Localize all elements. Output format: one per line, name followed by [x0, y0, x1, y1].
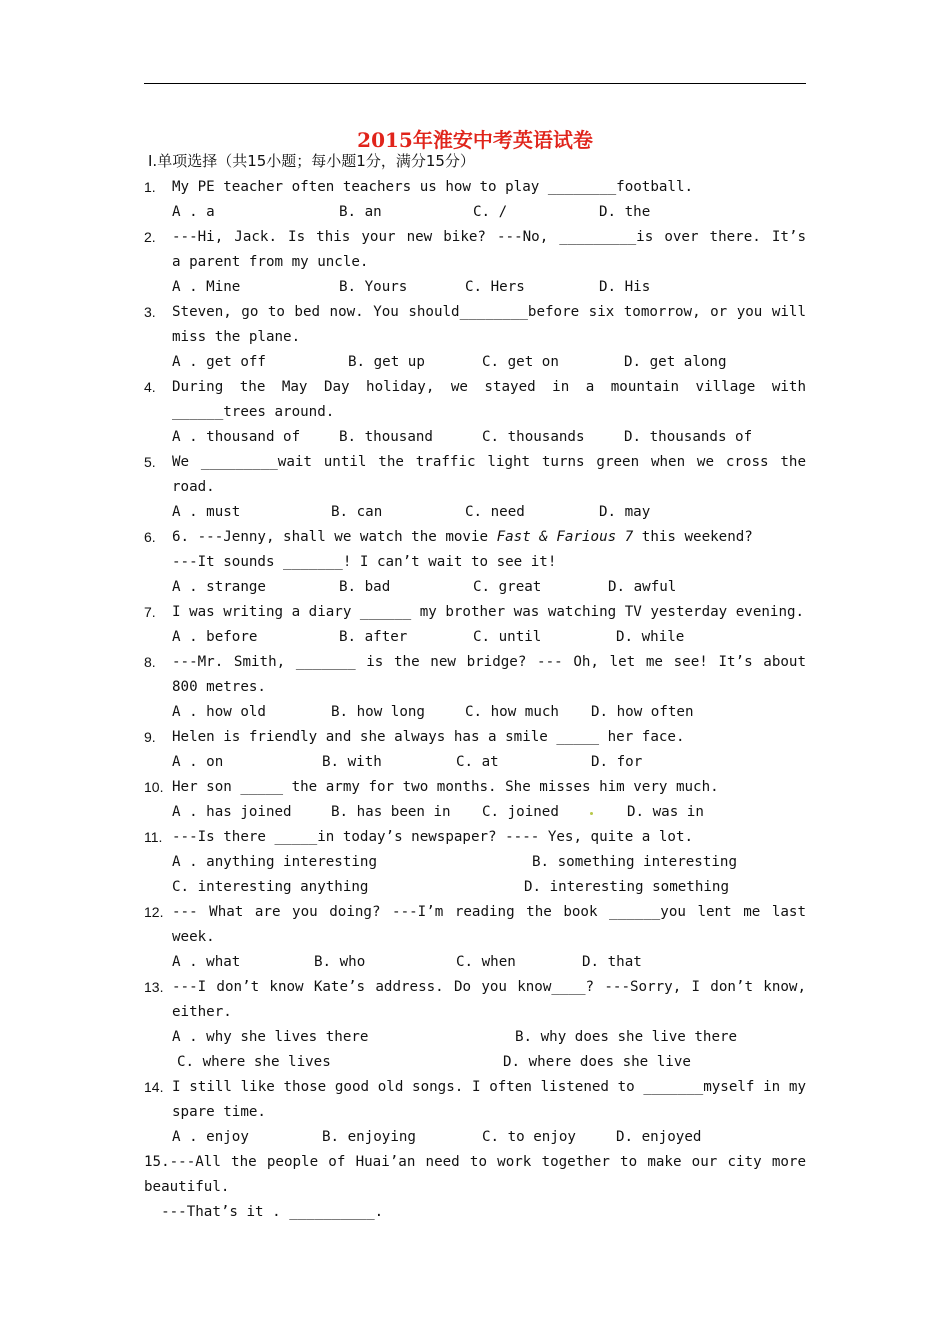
option-c[interactable]: C. / [473, 204, 508, 220]
option-b[interactable]: B. after [339, 629, 408, 645]
option-b[interactable]: B. has been in [331, 804, 451, 820]
option-d[interactable]: D. His [599, 279, 651, 295]
question-11 [144, 825, 806, 850]
question-text: My PE teacher often teachers us how to play ________football. [172, 179, 694, 195]
option-c[interactable]: C. need [465, 504, 525, 520]
question-text: ---Hi, Jack. Is this your new bike? ---No, _________is over there. It’s [172, 229, 806, 245]
option-c[interactable]: C. interesting anything [172, 879, 369, 895]
option-c[interactable]: C. at [456, 754, 499, 770]
question-number: 12. [144, 904, 164, 920]
question-number: 14. [144, 1079, 164, 1095]
question-text-continued [144, 1175, 806, 1200]
question-3 [144, 300, 806, 325]
question-text: a parent from my uncle. [172, 254, 369, 270]
question-text: Steven, go to bed now. You should________before six tomorrow, or you will [172, 304, 806, 320]
options-row [144, 575, 806, 600]
option-a[interactable]: A . on [172, 754, 224, 770]
option-b[interactable]: B. an [339, 204, 382, 220]
option-b[interactable]: B. enjoying [322, 1129, 416, 1145]
option-a[interactable]: A . enjoy [172, 1129, 249, 1145]
option-a[interactable]: A . has joined [172, 804, 292, 820]
question-text: We _________wait until the traffic light turns green when we cross the [172, 454, 806, 470]
question-text: During the May Day holiday, we stayed in a mountain village with [172, 379, 806, 395]
question-text: I was writing a diary ______ my brother was watching TV yesterday evening. [172, 604, 805, 620]
page-title: 2015年淮安中考英语试卷 [357, 128, 593, 152]
option-b[interactable]: B. thousand [339, 429, 433, 445]
question-text-continued [144, 400, 806, 425]
question-15 [144, 1150, 806, 1175]
options-row [144, 625, 806, 650]
option-c[interactable]: C. to enjoy [482, 1129, 576, 1145]
question-list [144, 175, 806, 1225]
question-number: 15. [144, 1154, 170, 1170]
question-number: 11. [144, 829, 163, 845]
question-text-continued [144, 550, 806, 575]
option-d[interactable]: D. interesting something [524, 879, 729, 895]
question-number: 6. [144, 529, 156, 545]
option-a[interactable]: A . anything interesting [172, 854, 377, 870]
question-text-continued [144, 1200, 806, 1225]
question-text: road. [172, 479, 215, 495]
question-text: I still like those good old songs. I often listened to _______myself in my [172, 1079, 806, 1095]
question-text: ---It sounds _______! I can’t wait to see it! [172, 554, 557, 570]
question-text-body: ---All the people of Huai’an need to work together to make our city more [169, 1154, 806, 1170]
option-c[interactable]: C. thousands [482, 429, 585, 445]
stray-mark [590, 812, 593, 815]
options-row [144, 1050, 806, 1075]
option-a[interactable]: A . must [172, 504, 241, 520]
question-number: 4. [144, 379, 156, 395]
question-6 [144, 525, 806, 550]
section-heading: Ⅰ.单项选择（共15小题；每小题1分，满分15分） [148, 152, 475, 170]
question-13 [144, 975, 806, 1000]
question-text: miss the plane. [172, 329, 301, 345]
option-c[interactable]: C. joined [482, 804, 559, 820]
option-a[interactable]: A . before [172, 629, 258, 645]
question-text: ---I don’t know Kate’s address. Do you know____? ---Sorry, I don’t know, [172, 979, 806, 995]
option-a[interactable]: A . what [172, 954, 241, 970]
question-number: 1. [144, 179, 156, 195]
options-row [144, 700, 806, 725]
question-1 [144, 175, 806, 200]
question-text-continued [144, 250, 806, 275]
option-d[interactable]: D. get along [624, 354, 727, 370]
option-d[interactable]: D. where does she live [503, 1054, 691, 1070]
options-row [144, 425, 806, 450]
question-text: ---Mr. Smith, _______ is the new bridge? --- Oh, let me see! It’s about [172, 654, 806, 670]
options-row [144, 800, 806, 825]
option-c[interactable]: C. Hers [465, 279, 525, 295]
question-number: 8. [144, 654, 156, 670]
option-b[interactable]: B. something interesting [532, 854, 737, 870]
question-9 [144, 725, 806, 750]
options-row [144, 1125, 806, 1150]
question-text: week. [172, 929, 215, 945]
option-b[interactable]: B. can [331, 504, 383, 520]
option-c[interactable]: C. until [473, 629, 542, 645]
options-row [144, 1025, 806, 1050]
movie-title: Fast & Farious 7 [496, 529, 634, 545]
question-text: --- What are you doing? ---I’m reading the book ______you lent me last [172, 904, 806, 920]
option-d[interactable]: D. how often [591, 704, 694, 720]
option-c[interactable]: C. where she lives [177, 1054, 331, 1070]
option-a[interactable]: A . get off [172, 354, 266, 370]
question-number: 3. [144, 304, 156, 320]
question-text-continued [144, 1100, 806, 1125]
question-7 [144, 600, 806, 625]
question-number: 7. [144, 604, 156, 620]
question-text-start: 6. ---Jenny, shall we watch the movie [172, 529, 497, 545]
question-text: 800 metres. [172, 679, 266, 695]
question-text-continued [144, 925, 806, 950]
option-a[interactable]: A . thousand of [172, 429, 301, 445]
question-text: spare time. [172, 1104, 266, 1120]
question-12 [144, 900, 806, 925]
question-text [172, 525, 806, 550]
question-text: Helen is friendly and she always has a smile _____ her face. [172, 729, 685, 745]
options-row [144, 850, 806, 875]
option-c[interactable]: C. when [456, 954, 516, 970]
option-c[interactable]: C. great [473, 579, 542, 595]
option-b[interactable]: B. how long [331, 704, 425, 720]
option-d[interactable]: D. while [616, 629, 685, 645]
options-row [144, 275, 806, 300]
option-a[interactable]: A . Mine [172, 279, 241, 295]
question-text: beautiful. [144, 1179, 230, 1195]
option-d[interactable]: D. may [599, 504, 651, 520]
question-10 [144, 775, 806, 800]
question-text: ______trees around. [172, 404, 335, 420]
option-d[interactable]: D. for [591, 754, 643, 770]
option-d[interactable]: D. that [582, 954, 642, 970]
question-2 [144, 225, 806, 250]
question-number: 10. [144, 779, 164, 795]
option-b[interactable]: B. bad [339, 579, 391, 595]
option-b[interactable]: B. Yours [339, 279, 408, 295]
option-b[interactable]: B. get up [348, 354, 425, 370]
question-number: 2. [144, 229, 156, 245]
question-text: ---That’s it . __________. [144, 1204, 384, 1220]
question-text-continued [144, 675, 806, 700]
question-8 [144, 650, 806, 675]
question-text: ---Is there _____in today’s newspaper? ---- Yes, quite a lot. [172, 829, 694, 845]
question-text [144, 1150, 806, 1175]
header-rule [144, 83, 806, 84]
question-5 [144, 450, 806, 475]
option-d[interactable]: D. the [599, 204, 651, 220]
question-14 [144, 1075, 806, 1100]
question-number: 9. [144, 729, 156, 745]
options-row [144, 950, 806, 975]
question-text-continued [144, 325, 806, 350]
option-d[interactable]: D. thousands of [624, 429, 753, 445]
options-row [144, 200, 806, 225]
question-number: 5. [144, 454, 156, 470]
option-c[interactable]: C. how much [465, 704, 559, 720]
option-d[interactable]: D. was in [627, 804, 704, 820]
options-row [144, 500, 806, 525]
question-text-continued [144, 1000, 806, 1025]
option-a[interactable]: A . a [172, 204, 215, 220]
question-text: either. [172, 1004, 232, 1020]
question-number: 13. [144, 979, 164, 995]
question-text: Her son _____ the army for two months. She misses him very much. [172, 779, 719, 795]
options-row [144, 750, 806, 775]
question-text-end: this weekend? [633, 529, 753, 545]
option-a[interactable]: A . how old [172, 704, 266, 720]
option-b[interactable]: B. who [314, 954, 366, 970]
options-row [144, 350, 806, 375]
option-d[interactable]: D. awful [608, 579, 677, 595]
options-row [144, 875, 806, 900]
option-a[interactable]: A . why she lives there [172, 1029, 369, 1045]
option-a[interactable]: A . strange [172, 579, 266, 595]
option-c[interactable]: C. get on [482, 354, 559, 370]
option-b[interactable]: B. with [322, 754, 382, 770]
question-text-continued [144, 475, 806, 500]
option-b[interactable]: B. why does she live there [515, 1029, 738, 1045]
option-d[interactable]: D. enjoyed [616, 1129, 702, 1145]
question-4 [144, 375, 806, 400]
